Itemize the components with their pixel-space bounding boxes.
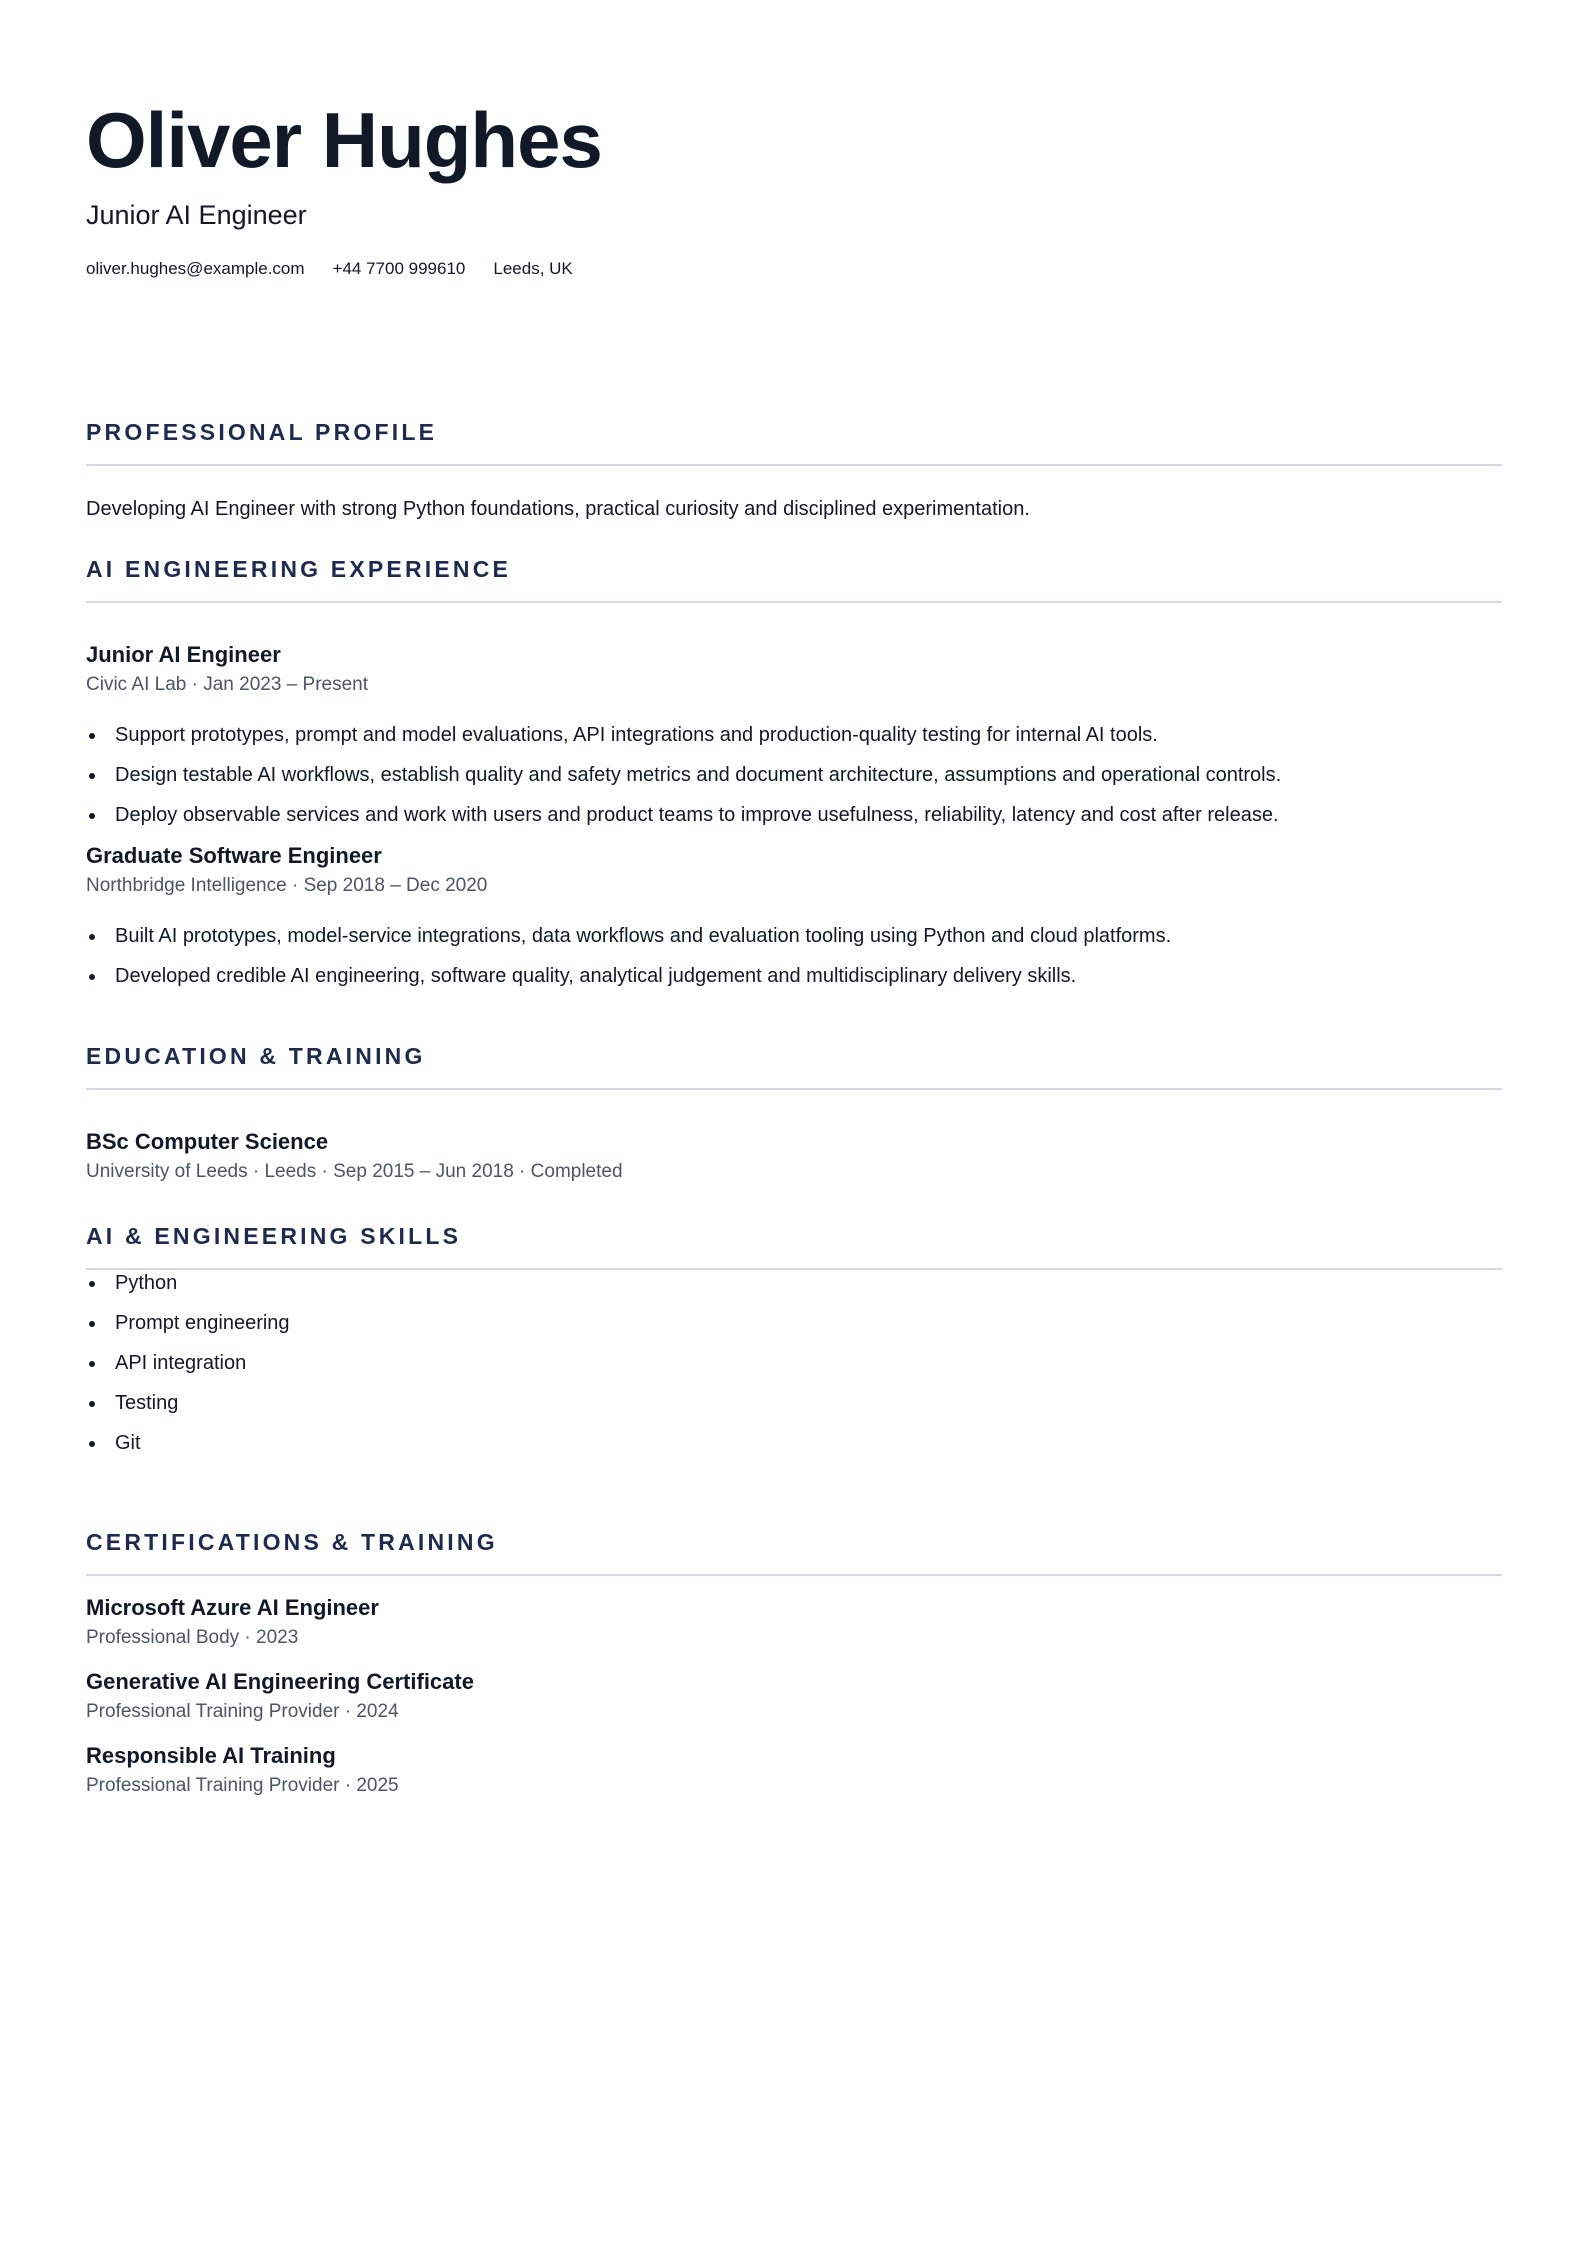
skill-item: Git [86, 1430, 1502, 1456]
degree-meta: University of Leeds · Leeds · Sep 2015 – Jun 2018 · Completed [86, 1161, 623, 1182]
degree-title: BSc Computer Science [86, 1129, 329, 1154]
profile-section [86, 418, 1502, 522]
profile-summary: Developing AI Engineer with strong Python foundations, practical curiosity and disciplined experimentation. [86, 498, 1030, 520]
job-entry [86, 641, 1502, 828]
certification-entry [86, 1594, 1502, 1650]
job-bullet: Developed credible AI engineering, software quality, analytical judgement and multidisciplinary delivery skills. [86, 963, 1502, 989]
certification-entry [86, 1668, 1502, 1724]
experience-section [86, 555, 1502, 1003]
section-heading-profile: PROFESSIONAL PROFILE [86, 418, 1502, 466]
job-meta: Northbridge Intelligence · Sep 2018 – Dec 2020 [86, 875, 488, 896]
contact-location: Leeds, UK [493, 259, 573, 278]
contact-phone[interactable]: +44 7700 999610 [332, 259, 466, 278]
certification-title: Generative AI Engineering Certificate [86, 1669, 474, 1694]
skill-item: Testing [86, 1390, 1502, 1416]
section-heading-education: EDUCATION & TRAINING [86, 1042, 1502, 1090]
certification-meta: Professional Training Provider · 2025 [86, 1775, 399, 1796]
certification-meta: Professional Body · 2023 [86, 1627, 299, 1648]
skills-section [86, 1222, 1502, 1470]
certification-title: Microsoft Azure AI Engineer [86, 1595, 379, 1620]
job-entry [86, 842, 1502, 989]
certification-title: Responsible AI Training [86, 1743, 336, 1768]
job-bullet: Support prototypes, prompt and model evaluations, API integrations and production-quality testing for internal AI tools. [86, 722, 1502, 748]
job-bullet: Deploy observable services and work with users and product teams to improve usefulness, reliability, latency and cost after release. [86, 802, 1502, 828]
education-section [86, 1042, 1502, 1184]
contact-info [86, 258, 1502, 280]
job-title: Graduate Software Engineer [86, 843, 382, 868]
section-heading-experience: AI ENGINEERING EXPERIENCE [86, 555, 1502, 603]
skill-item: Python [86, 1270, 1502, 1296]
job-bullet: Design testable AI workflows, establish quality and safety metrics and document architecture, assumptions and operational controls. [86, 762, 1502, 788]
resume-header [86, 96, 1502, 280]
contact-email[interactable]: oliver.hughes@example.com [86, 259, 305, 278]
job-title: Junior AI Engineer [86, 642, 281, 667]
section-heading-certifications: CERTIFICATIONS & TRAINING [86, 1528, 1502, 1576]
candidate-name: Oliver Hughes [86, 96, 602, 184]
job-bullets [86, 923, 1502, 989]
certification-meta: Professional Training Provider · 2024 [86, 1701, 399, 1722]
education-entry [86, 1128, 1502, 1184]
certifications-section [86, 1528, 1502, 1798]
job-bullets [86, 722, 1502, 828]
skill-item: API integration [86, 1350, 1502, 1376]
candidate-title: Junior AI Engineer [86, 200, 307, 230]
skill-item: Prompt engineering [86, 1310, 1502, 1336]
section-heading-skills: AI & ENGINEERING SKILLS [86, 1222, 1502, 1270]
certification-entry [86, 1742, 1502, 1798]
skills-list [86, 1270, 1502, 1456]
job-bullet: Built AI prototypes, model-service integrations, data workflows and evaluation tooling using Python and cloud platforms. [86, 923, 1502, 949]
job-meta: Civic AI Lab · Jan 2023 – Present [86, 674, 368, 695]
